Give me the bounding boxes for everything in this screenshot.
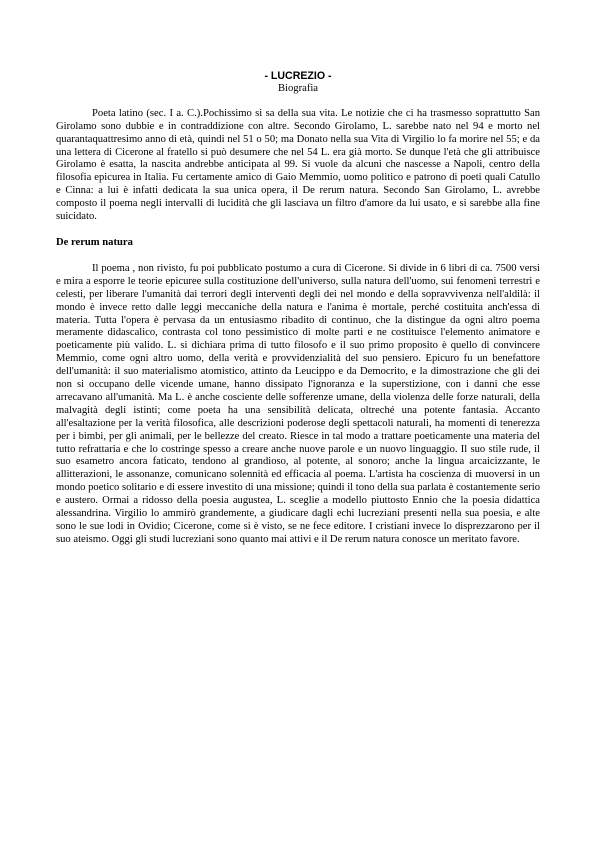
document-page xyxy=(56,70,540,547)
document-title: - LUCREZIO - xyxy=(264,70,332,82)
document-subtitle: Biografia xyxy=(277,82,318,94)
intro-paragraph: Poeta latino (sec. I a. C.).Pochissimo si sa della sua vita. Le notizie che ci ha trasmesso soprattutto San Girolamo sono dubbie e in contraddizione con altre. Secondo Girolamo, L. sarebbe nato nel 94 e morto nel quarantaquattresimo anno di età, quindi nel 51 o 50; ma Donato nella sua Vita di Virgilio lo fa morire nel 55; e da una lettera di Cicerone al fratello si può desumere che nel 54 L. era già morto. Se dunque l'età che gli attribuisce Girolamo è esatta, la nascita andrebbe anticipata al 99. Si vuole da alcuni che nascesse a Napoli, centro della filosofia epicurea in Italia. Fu certamente amico di Gaio Memmio, uomo politico e patrono di poeti quali Catullo e Cinna: a lui è infatti dedicata la sua unica opera, il De rerum natura. Secondo San Girolamo, L. avrebbe composto il poema negli intervalli di lucidità che gli lasciava un filtro d'amore da lui usato, e si sarebbe alla fine suicidato. xyxy=(56,107,540,223)
section-paragraph: Il poema , non rivisto, fu poi pubblicato postumo a cura di Cicerone. Si divide in 6 libri di ca. 7500 versi e mira a esporre le teorie epicuree sulla costituzione dell'universo, sulla natura dell'uomo, sui fenomeni terrestri e celesti, per liberare l'umanità dai terrori degli interventi degli dei nel mondo e della sopravvivenza nell'aldilà: il mondo è invece retto dalle leggi meccaniche della natura e l'anima è mortale, perché costituita anch'essa di materia. Tutta l'opera è pervasa da un entusiasmo ribadito di continuo, che la distingue da ogni altro poema meramente didascalico, contrasta col tono pessimistico di molte parti e ne costituisce l'elemento animatore e poeticamente più valido. L. si dichiara prima di tutto filosofo e il suo primo proposito è quello di convincere Memmio, come ogni altro uomo, della verità e provvidenzialità del suo pensiero. Epicuro fu un benefattore dell'umanità: il suo materialismo atomistico, attinto da Leucippo e da Democrito, e la dimostrazione che gli dei non si occupano delle vicende umane, hanno dissipato l'ignoranza e la superstizione, con i danni che esse arrecavano all'umanità. Ma L. è anche cosciente delle sofferenze umane, della violenza delle forze naturali, della malvagità degli istinti; come poeta ha una sensibilità delicata, oltreché una potente fantasia. Accanto all'esaltazione per la verità filosofica, alle descrizioni poderose degli spettacoli naturali, ha momenti di tenerezza per i bimbi, per gli animali, per le bellezze del creato. Riesce in tal modo a trattare poeticamente una materia del tutto refrattaria e che lo costringe spesso a creare anche nuove parole e un nuovo linguaggio. Il suo stile rude, il suo esametro ancora faticato, tendono al grandioso, al potente, al sonoro; anche la lingua arcaicizzante, le allitterazioni, le assonanze, comunicano solennità ed efficacia al poema. L'artista ha coscienza di muoversi in un mondo poetico solitario e di essere investito di una missione; quindi il tono della sua parlata è costantemente serio e austero. Ormai a ridosso della poesia augustea, L. sceglie a modello piuttosto Ennio che la poesia didattica alessandrina. Virgilio lo ammirò grandemente, a giudicare dagli echi lucreziani presenti nella sua poesia, e alte sono le sue lodi in Ovidio; Cicerone, come si è visto, se ne fece editore. I cristiani invece lo disprezzarono per il suo ateismo. Oggi gli studi lucreziani sono quanto mai attivi e il De rerum natura conosce un meritato favore. xyxy=(56,262,540,545)
section-heading: De rerum natura xyxy=(56,236,133,248)
